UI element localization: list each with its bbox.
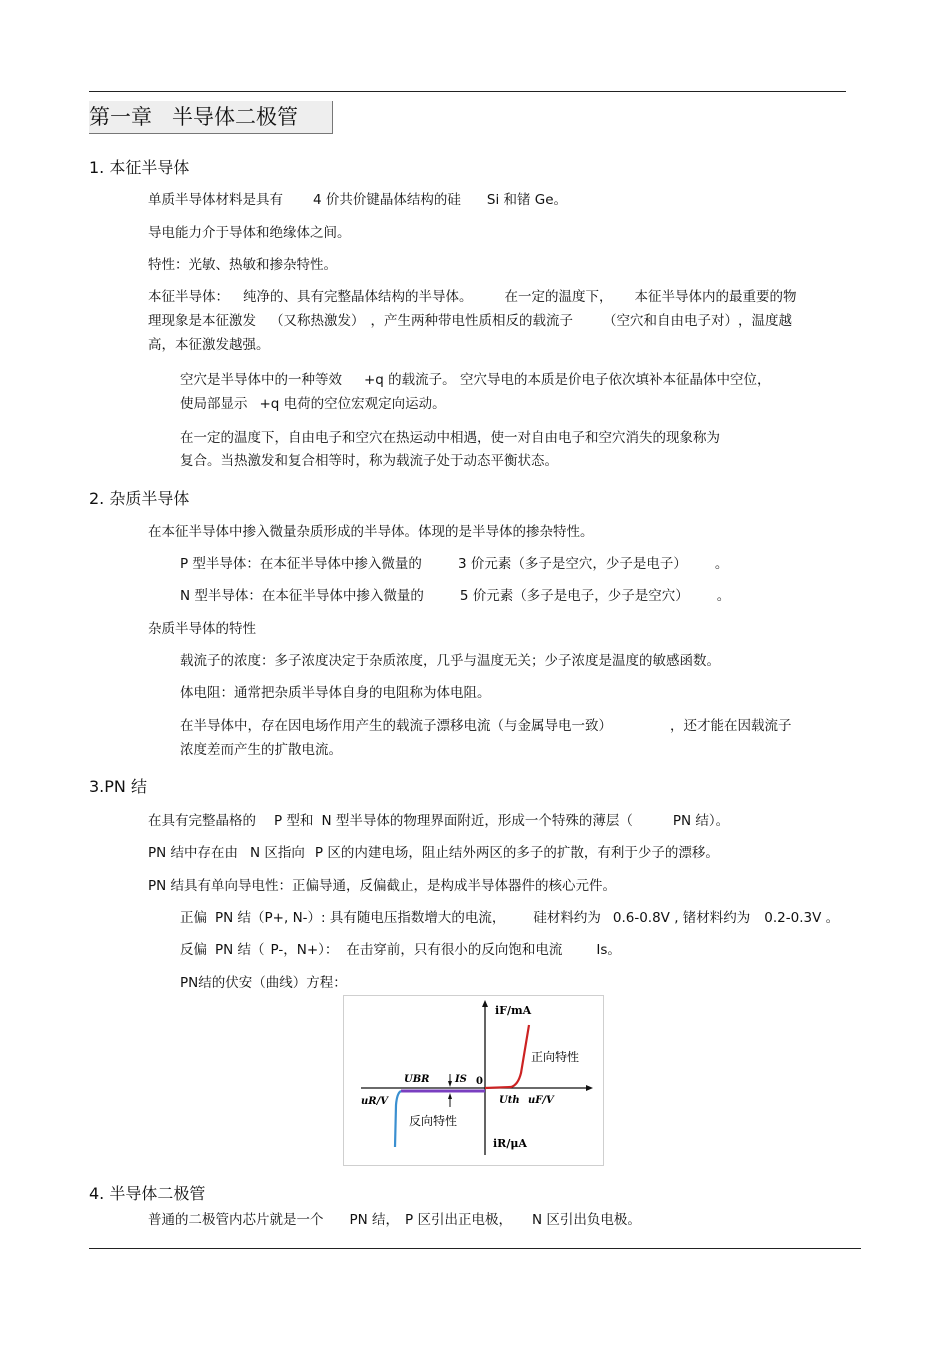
- header-rule: [89, 91, 846, 92]
- paragraph-s4-1: 普通的二极管内芯片就是一个 PN 结， P 区引出正电极， N 区引出负电极。: [148, 1212, 641, 1228]
- uth-label: Uth: [499, 1095, 520, 1106]
- paragraph-s1-3: 特性：光敏、热敏和掺杂特性。: [148, 257, 337, 273]
- forward-label: 正向特性: [531, 1050, 580, 1064]
- section-heading-4: 4. 半导体二极管: [89, 1184, 206, 1203]
- paragraph-s3-3: PN 结具有单向导电性：正偏导通，反偏截止，是构成半导体器件的核心元件。: [148, 878, 617, 894]
- paragraph-s2-5b: 浓度差而产生的扩散电流。: [180, 742, 342, 758]
- paragraph-s3-5: 反偏 PN 结（ P-，N+）： 在击穿前，只有很小的反向饱和电流 Is。: [180, 942, 621, 958]
- section-heading-1: 1. 本征半导体: [89, 158, 190, 177]
- reverse-label: 反向特性: [409, 1114, 458, 1128]
- chapter-title: [89, 101, 333, 134]
- paragraph-s1-4b: 理现象是本征激发 （又称热激发） ，产生两种带电性质相反的载流子 （空穴和自由电子对），温度越: [148, 313, 792, 329]
- paragraph-s2-2: 杂质半导体的特性: [148, 621, 256, 637]
- paragraph-s3-2: PN 结中存在由 N 区指向 P 区的内建电场，阻止结外两区的多子的扩散，有利于少子的漂移。: [148, 845, 719, 861]
- paragraph-s2-ptype: P 型半导体：在本征半导体中掺入微量的 3 价元素（多子是空穴，少子是电子） 。: [180, 556, 729, 572]
- chapter-name: 半导体二极管: [172, 105, 298, 129]
- paragraph-s1-6a: 在一定的温度下，自由电子和空穴在热运动中相遇，使一对自由电子和空穴消失的现象称为: [180, 430, 720, 446]
- ubr-label: UBR: [404, 1074, 430, 1085]
- y-top-label: iF/mA: [495, 1004, 532, 1017]
- paragraph-s1-5b: 使局部显示 +q 电荷的空位宏观定向运动。: [180, 396, 446, 412]
- paragraph-s1-4c: 高，本征激发越强。: [148, 337, 270, 353]
- paragraph-s1-4a: 本征半导体： 纯净的、具有完整晶体结构的半导体。 在一定的温度下， 本征半导体内的最重要的物: [148, 289, 797, 305]
- paragraph-s3-4: 正偏 PN 结（P+, N-）: 具有随电压指数增大的电流， 硅材料约为 0.6-0.8V , 锗材料约为 0.2-0.3V 。: [180, 910, 840, 926]
- uf-label: uF/V: [528, 1095, 554, 1106]
- paragraph-s2-1: 在本征半导体中掺入微量杂质形成的半导体。体现的是半导体的掺杂特性。: [148, 524, 594, 540]
- origin-label: 0: [476, 1076, 483, 1087]
- paragraph-s1-5a: 空穴是半导体中的一种等效 +q 的载流子。 空穴导电的本质是价电子依次填补本征晶体中空位，: [180, 372, 771, 388]
- paragraph-s1-1: 单质半导体材料是具有 4 价共价键晶体结构的硅 Si 和锗 Ge。: [148, 192, 568, 208]
- paragraph-s1-6b: 复合。当热激发和复合相等时，称为载流子处于动态平衡状态。: [180, 453, 558, 469]
- footer-rule: [89, 1248, 861, 1249]
- paragraph-s3-1: 在具有完整晶格的 P 型和 N 型半导体的物理界面附近，形成一个特殊的薄层（ PN 结）。: [148, 813, 730, 829]
- paragraph-s2-5a: 在半导体中，存在因电场作用产生的载流子漂移电流（与金属导电一致） ，还才能在因载流子: [180, 718, 792, 734]
- is-label: IS: [455, 1074, 467, 1085]
- paragraph-s3-6: PN结的伏安（曲线）方程：: [180, 975, 347, 991]
- paragraph-s2-ntype: N 型半导体：在本征半导体中掺入微量的 5 价元素（多子是电子，少子是空穴） 。: [180, 588, 731, 604]
- paragraph-s2-3: 载流子的浓度：多子浓度决定于杂质浓度，几乎与温度无关；少子浓度是温度的敏感函数。: [180, 653, 720, 669]
- figure-frame: [344, 996, 604, 1166]
- section-heading-3: 3.PN 结: [89, 777, 147, 796]
- y-bottom-label: iR/μA: [493, 1137, 527, 1150]
- ur-label: uR/V: [361, 1096, 388, 1107]
- pn-junction-iv-curve-figure: [343, 995, 605, 1167]
- chapter-number: 第一章: [89, 105, 152, 129]
- paragraph-s2-4: 体电阻：通常把杂质半导体自身的电阻称为体电阻。: [180, 685, 491, 701]
- paragraph-s1-2: 导电能力介于导体和绝缘体之间。: [148, 225, 351, 241]
- section-heading-2: 2. 杂质半导体: [89, 489, 190, 508]
